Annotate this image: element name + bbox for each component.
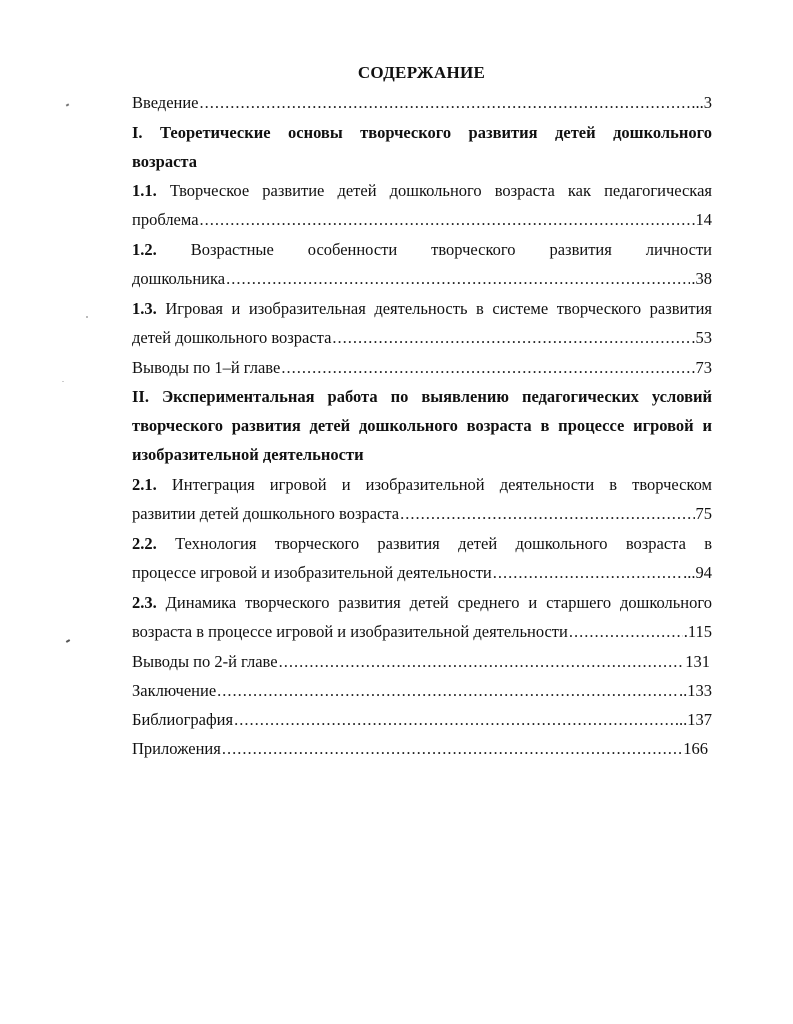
page-title: СОДЕРЖАНИЕ xyxy=(357,63,486,82)
section-title: Игровая и изобразительная деятельность в системе творческого развития xyxy=(165,299,712,318)
section-title-word: особенности xyxy=(307,240,398,259)
scan-mark xyxy=(62,381,64,382)
chapter-1-title-line-2: возраста xyxy=(132,152,197,171)
dot-leader xyxy=(400,503,694,525)
dot-leader xyxy=(234,709,674,731)
section-title-word: Возрастные xyxy=(190,240,274,259)
toc-page-number: ...137 xyxy=(674,710,712,729)
toc-entry-label: возраста в процессе игровой и изобразительной деятельности xyxy=(132,622,568,641)
toc-page-number: ..133 xyxy=(679,681,712,700)
toc-page-number: .73 xyxy=(691,358,712,377)
dot-leader xyxy=(281,357,690,379)
dot-leader xyxy=(222,738,682,760)
section-title: Творческое развитие детей дошкольного возраста как педагогическая xyxy=(169,181,712,200)
toc-entry-2-3-cont xyxy=(132,621,712,643)
toc-entry-1-2-cont xyxy=(132,268,712,290)
section-number: 2.1. xyxy=(132,475,157,494)
toc-page-number: .115 xyxy=(683,622,712,641)
toc-page-number: .38 xyxy=(691,269,712,288)
toc-entry-label: Библиография xyxy=(132,710,234,729)
scan-mark xyxy=(86,316,88,318)
toc-entry-label: Выводы по 2-й главе xyxy=(132,652,278,671)
dot-leader xyxy=(200,209,695,231)
dot-leader xyxy=(200,92,691,114)
dot-leader xyxy=(493,562,682,584)
scan-mark xyxy=(66,639,70,643)
dot-leader xyxy=(332,327,690,349)
toc-page-number: ...3 xyxy=(691,93,712,112)
toc-entry-label: Введение xyxy=(132,93,199,112)
toc-entry-2-2 xyxy=(132,533,712,555)
toc-entry-label: Приложения xyxy=(132,739,221,758)
toc-entry-label: проблема xyxy=(132,210,199,229)
toc-entry-1-3-cont xyxy=(132,327,712,349)
toc-entry-1-3 xyxy=(132,298,712,320)
toc-entry-2-1-cont xyxy=(132,503,712,525)
toc-page-number: 75 xyxy=(695,504,712,523)
toc-page-number: .53 xyxy=(691,328,712,347)
dot-leader xyxy=(569,621,683,643)
toc-entry-conclusions-2 xyxy=(132,651,710,673)
section-number: 1.2. xyxy=(132,240,157,259)
chapter-1-title-line-1: I. Теоретические основы творческого развития детей дошкольного xyxy=(132,123,712,142)
toc-entry-2-3 xyxy=(132,592,712,614)
toc-entry-label: Выводы по 1–й главе xyxy=(132,358,281,377)
toc-entry-bibliography xyxy=(132,709,712,731)
dot-leader xyxy=(279,651,685,673)
section-title-word: творческого xyxy=(431,240,516,259)
toc-entry-2-1 xyxy=(132,474,712,496)
toc-entry-label: процессе игровой и изобразительной деятельности xyxy=(132,563,492,582)
scan-mark xyxy=(66,103,70,106)
toc-page-number: 131 xyxy=(685,652,710,671)
section-number: 1.3. xyxy=(132,299,157,318)
dot-leader xyxy=(217,680,678,702)
section-title-word: развития xyxy=(549,240,612,259)
toc-entry-label: Заключение xyxy=(132,681,217,700)
chapter-2-title-line-1: II. Экспериментальная работа по выявлению педагогических условий xyxy=(132,387,712,406)
section-title: Интеграция игровой и изобразительной деятельности в творческом xyxy=(171,475,712,494)
toc-entry-1-2 xyxy=(132,239,712,261)
toc-entry-1-1 xyxy=(132,180,712,202)
section-title: Динамика творческого развития детей среднего и старшего дошкольного xyxy=(165,593,712,612)
section-number: 2.3. xyxy=(132,593,157,612)
section-title: Технология творческого развития детей дошкольного возраста в xyxy=(175,534,713,553)
toc-entry-label: развитии детей дошкольного возраста xyxy=(132,504,400,523)
toc-page-number: 166 xyxy=(683,739,708,758)
chapter-2-title-line-3: изобразительной деятельности xyxy=(132,445,364,464)
toc-page-number: ...94 xyxy=(683,563,712,582)
section-title-word: личности xyxy=(645,240,712,259)
dot-leader xyxy=(226,268,690,290)
toc-entry-conclusion xyxy=(132,680,712,702)
toc-entry-label: детей дошкольного возраста xyxy=(132,328,332,347)
toc-entry-appendices xyxy=(132,738,708,760)
toc-entry-1-1-cont xyxy=(132,209,712,231)
section-number: 1.1. xyxy=(132,181,157,200)
toc-page-number: 14 xyxy=(695,210,712,229)
section-number: 2.2. xyxy=(132,534,157,553)
toc-entry-intro xyxy=(132,92,712,114)
toc-entry-conclusions-1 xyxy=(132,357,712,379)
toc-entry-2-2-cont xyxy=(132,562,712,584)
toc-entry-label: дошкольника xyxy=(132,269,226,288)
chapter-2-title-line-2: творческого развития детей дошкольного возраста в процессе игровой и xyxy=(132,416,712,435)
